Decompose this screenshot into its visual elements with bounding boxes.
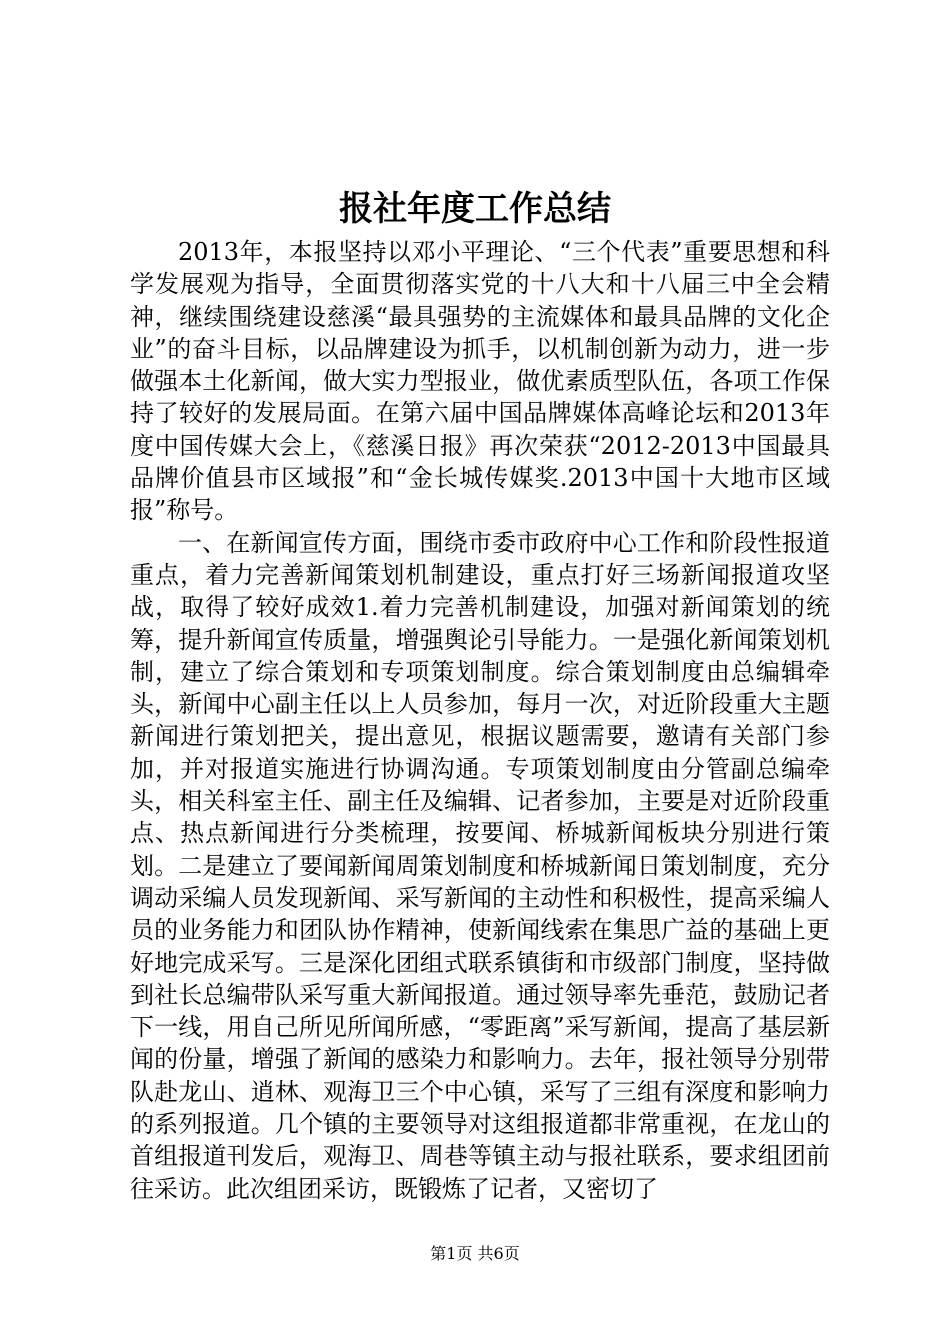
document-title: 报社年度工作总结 (339, 189, 611, 229)
paragraph-intro: 2013年，本报坚持以邓小平理论、“三个代表”重要思想和科学发展观为指导，全面贯彻落实党的十八大和十八届三中全会精神，继续围绕建设慈溪“最具强势的主流媒体和最具品牌的文化企业”的奋斗目标，以品牌建设为抓手，以机制创新为动力，进一步做强本土化新闻，做大实力型报业，做优素质型队伍，各项工作保持了较好的发展局面。在第六届中国品牌媒体高峰论坛和2013年度中国传媒大会上，《慈溪日报》再次荣获“2012-2013中国最具品牌价值县市区域报”和“金长城传媒奖.2013中国十大地市区域报”称号。 (130, 238, 830, 525)
document-body (130, 236, 830, 1205)
page-footer: 第1页 共6页 (430, 1244, 520, 1263)
paragraph-news-publicity: 一、在新闻宣传方面，围绕市委市政府中心工作和阶段性报道重点，着力完善新闻策划机制建设，重点打好三场新闻报道攻坚战，取得了较好成效1.着力完善机制建设，加强对新闻策划的统筹，提升新闻宣传质量，增强舆论引导能力。一是强化新闻策划机制，建立了综合策划和专项策划制度。综合策划制度由总编辑牵头，新闻中心副主任以上人员参加，每月一次，对近阶段重大主题新闻进行策划把关，提出意见，根据议题需要，邀请有关部门参加，并对报道实施进行协调沟通。专项策划制度由分管副总编牵头，相关科室主任、副主任及编辑、记者参加，主要是对近阶段重点、热点新闻进行分类梳理，按要闻、桥城新闻板块分别进行策划。二是建立了要闻新闻周策划制度和桥城新闻日策划制度，充分调动采编人员发现新闻、采写新闻的主动性和积极性，提高采编人员的业务能力和团队协作精神，使新闻线索在集思广益的基础上更好地完成采写。三是深化团组式联系镇街和市级部门制度，坚持做到社长总编带队采写重大新闻报道。通过领导率先垂范，鼓励记者下一线，用自己所见所闻所感，“零距离”采写新闻，提高了基层新闻的份量，增强了新闻的感染力和影响力。去年，报社领导分别带队赴龙山、逍林、观海卫三个中心镇，采写了三组有深度和影响力的系列报道。几个镇的主要领导对这组报道都非常重视，在龙山的首组报道刊发后，观海卫、周巷等镇主动与报社联系，要求组团前往采访。此次组团采访，既锻炼了记者，又密切了 (130, 528, 830, 1203)
